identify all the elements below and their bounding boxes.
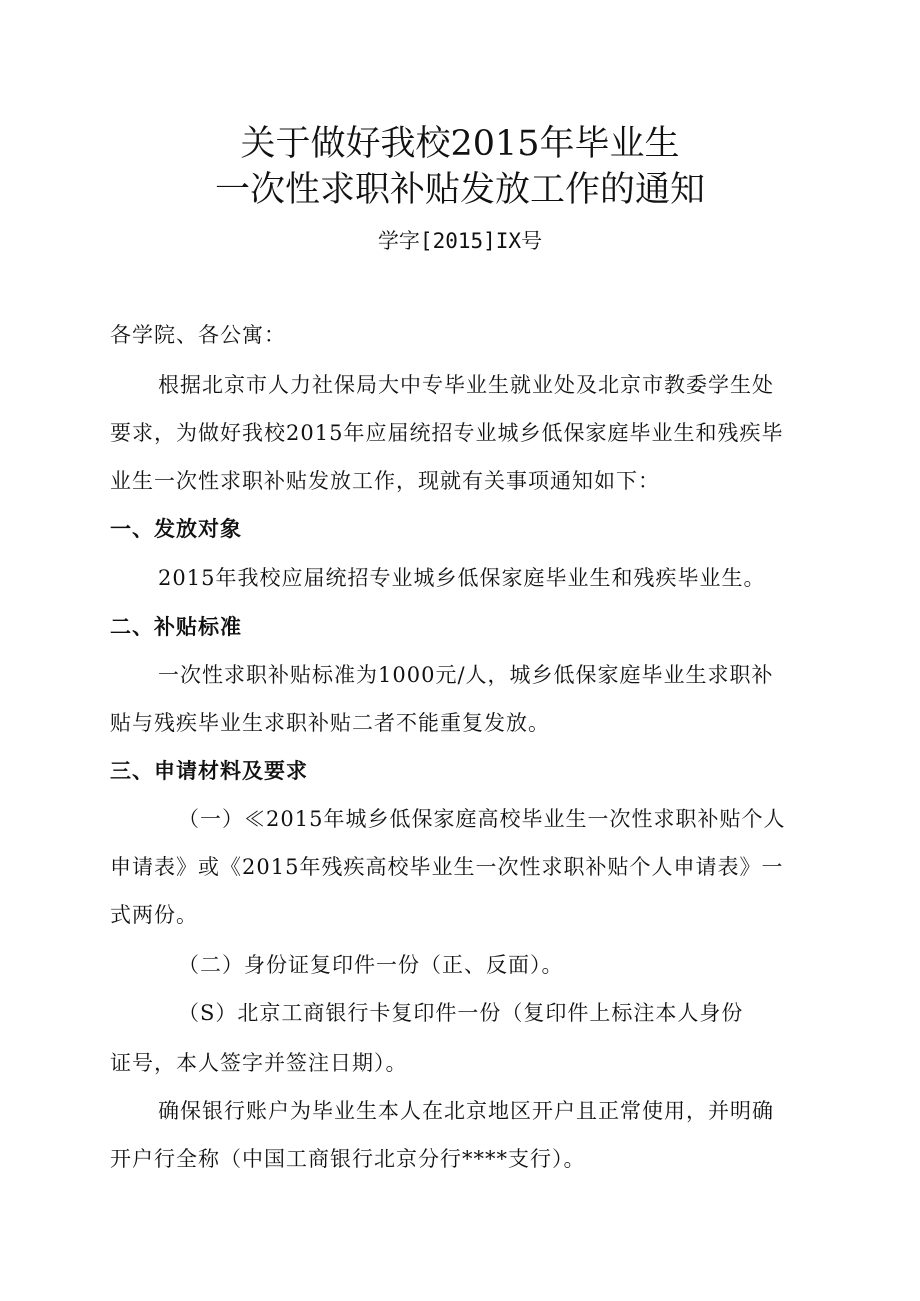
item-1-text: 式两份。 xyxy=(110,903,198,927)
section-heading-3: 三、申请材料及要求 xyxy=(110,759,308,783)
item-2-text: （二）身份证复印件一份（正、反面）。 xyxy=(178,953,564,977)
title-line-1: 关于做好我校2015年毕业生 xyxy=(240,124,680,164)
section-heading-2: 二、补贴标准 xyxy=(110,615,242,639)
section-2-text: 贴与残疾毕业生求职补贴二者不能重复发放。 xyxy=(110,711,550,735)
note-text: 开户行全称（中国工商银行北京分行****支行）。 xyxy=(110,1147,586,1171)
intro-line: 要求，为做好我校2015年应届统招专业城乡低保家庭毕业生和残疾毕 xyxy=(110,421,784,445)
salutation: 各学院、各公寓： xyxy=(110,323,286,347)
intro-line: 业生一次性求职补贴发放工作，现就有关事项通知如下： xyxy=(110,469,660,493)
item-3-text: 证号，本人签字并签注日期）。 xyxy=(110,1051,408,1075)
section-1-text: 2015年我校应届统招专业城乡低保家庭毕业生和残疾毕业生。 xyxy=(158,566,766,590)
section-2-text: 一次性求职补贴标准为1000元/人，城乡低保家庭毕业生求职补 xyxy=(158,663,774,687)
item-1-text: 申请表》或《2015年残疾高校毕业生一次性求职补贴个人申请表》一 xyxy=(110,855,784,879)
title-line-2: 一次性求职补贴发放工作的通知 xyxy=(214,170,705,210)
item-3-text: （S）北京工商银行卡复印件一份（复印件上标注本人身份 xyxy=(178,1001,744,1025)
item-1-text: （一）≪2015年城乡低保家庭高校毕业生一次性求职补贴个人 xyxy=(178,807,786,831)
document-number: 学字[2015]IX号 xyxy=(377,229,543,253)
section-heading-1: 一、发放对象 xyxy=(110,517,242,541)
intro-line: 根据北京市人力社保局大中专毕业生就业处及北京市教委学生处 xyxy=(158,373,774,397)
note-text: 确保银行账户为毕业生本人在北京地区开户且正常使用，并明确 xyxy=(158,1099,774,1123)
